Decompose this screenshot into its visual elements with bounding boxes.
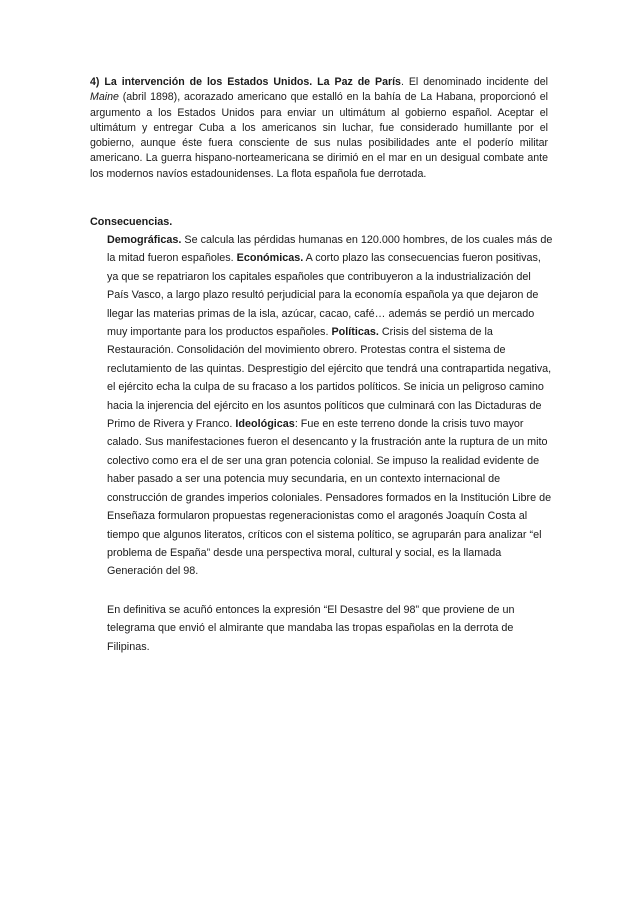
consecuencias-paragraph [107,231,555,581]
demograficas-label: Demográficas. [107,234,182,246]
economicas-label: Económicas. [236,252,304,265]
maine-name: Maine [90,91,119,104]
politicas-text: Crisis del sistema de la Restauración. Consolidación del movimiento obrero. Protestas contra el sistema de reclutamiento de las quintas. Desprestigio del ejército que tendrá una contrapartida negativa, el ejército echa la culpa de su fracaso a los partidos políticos. Se inicia un peligroso camino hacia la injerencia del ejército en los asuntos políticos que culminará con las Dictaduras de Primo de Rivera y Franco. [107,326,552,431]
ideologicas-label: Ideológicas [235,418,295,431]
ideologicas-text: : Fue en este terreno donde la crisis tuvo mayor calado. Sus manifestaciones fueron el desencanto y la frustración ante la ruptura de un mito colectivo como era el de ser una gran potencia colonial. Se impuso la realidad evidente de haber pasado a ser una potencia muy secundaria, en un contexto internacional de construcción de grandes imperios coloniales. Pensadores formados en la Institución Libre de Enseñaza formularon propuestas regeneracionistas como el aragonés Joaquín Costa al tiempo que algunos literatos, críticos con el sistema político, se agruparán para analizar “el problema de España” desde una perspectiva moral, cultural y social, es la llamada Generación del 98. [107,418,552,578]
section-4-text-2: (abril 1898), acorazado americano que estalló en la bahía de La Habana, proporcionó el argumento a los Estados Unidos para enviar un ultimátum al gobierno español. Aceptar el ultimátum y entregar Cuba a los americanos sin luchar, fue considerado humillante por el gobierno, aunque éste fuera consciente de sus nulas posibilidades ante el poderío militar americano. La guerra hispano-norteamericana se dirimió en el mar en un desigual combate ante los modernos navíos estadounidenses. La flota española fue derrotada. [90,91,548,180]
conclusion-paragraph [107,601,555,656]
consecuencias-heading: Consecuencias. [90,216,173,228]
section-4-heading: 4) La intervención de los Estados Unidos. La Paz de París [90,76,401,88]
section-4-paragraph [90,75,548,182]
economicas-text: A corto plazo las consecuencias fueron positivas, ya que se repatriaron los capitales españoles que contribuyeron a la industrialización del País Vasco, a largo plazo resultó perjudicial para la economía española ya que dejaron de llegar las materias primas de la isla, azúcar, cacao, café… además se perdió un mercado muy importante para los productos españoles. [107,252,541,339]
section-4-text-1: . El denominado incidente del [400,76,548,88]
demograficas-text: Se calcula las pérdidas humanas en 120.000 hombres, de los cuales más de la mitad fueron españoles. [107,234,553,265]
conclusion-text: En definitiva se acuñó entonces la expresión “El Desastre del 98” que proviene de un telegrama que envió el almirante que mandaba las tropas españolas en la derrota de Filipinas. [107,604,515,653]
politicas-label: Políticas. [331,326,379,339]
